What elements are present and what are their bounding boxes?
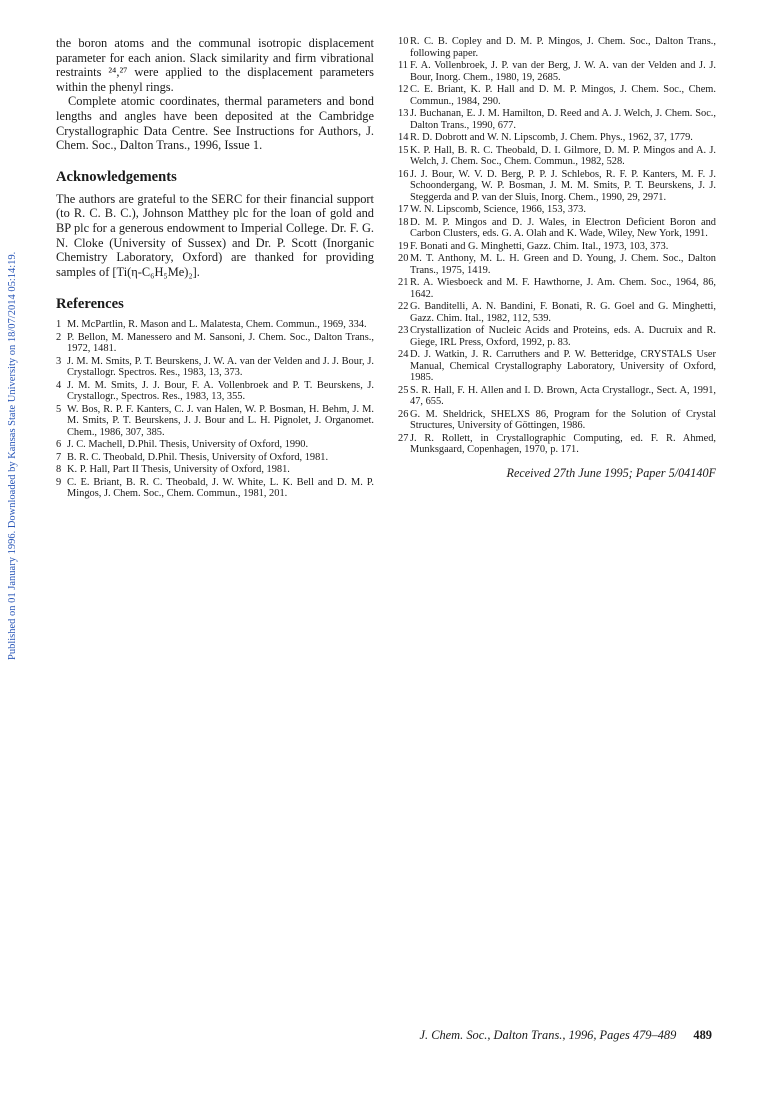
deposition-paragraph: Complete atomic coordinates, thermal parameters and bond lengths and angles have been deposited at the Cambridge Crystallographic Data Centre. See Instructions for Authors, J. Chem. Soc., Dalton Trans., 1996, Issue 1. xyxy=(56,94,374,153)
reference-number: 1 xyxy=(56,319,62,331)
reference-text: W. Bos, R. P. F. Kanters, C. J. van Halen, W. P. Bosman, H. Behm, J. M. M. Smits, P. T. Beurskens, J. J. Bour and L. H. Pignolet, J. Organomet. Chem., 1986, 307, 385. xyxy=(67,403,374,438)
reference-number: 17 xyxy=(398,204,409,215)
reference-text: J. C. Machell, D.Phil. Thesis, University of Oxford, 1990. xyxy=(67,439,309,451)
reference-item xyxy=(398,36,716,59)
left-column xyxy=(56,36,374,501)
reference-item xyxy=(398,301,716,324)
reference-number: 3 xyxy=(56,355,62,367)
reference-item xyxy=(398,217,716,240)
acknowledgements-text: The authors are grateful to the SERC for their financial support (to R. C. B. C.), Johnson Matthey plc for the loan of gold and BP plc for a generous endowment to Imperial College. Dr. F. G. N. Cloke (University of Sussex) and Dr. P. Scott (Inorganic Chemistry Laboratory, Oxford) are thanked for providing samples of [Ti(η-C₆H₅Me)₂]. xyxy=(56,191,374,279)
download-watermark-text: Published on 01 January 1996. Downloaded by Kansas State University on 18/07/2014 05:14:19. xyxy=(7,251,18,660)
reference-text: J. Buchanan, E. J. M. Hamilton, D. Reed and A. J. Welch, J. Chem. Soc., Dalton Trans., 1990, 677. xyxy=(410,108,716,131)
reference-item xyxy=(398,253,716,276)
reference-number: 20 xyxy=(398,253,409,264)
reference-text: F. Bonati and G. Minghetti, Gazz. Chim. Ital., 1973, 103, 373. xyxy=(410,240,669,252)
reference-text: W. N. Lipscomb, Science, 1966, 153, 373. xyxy=(410,204,586,215)
references-list-left xyxy=(56,319,374,500)
reference-text: D. J. Watkin, J. R. Carruthers and P. W. Betteridge, CRYSTALS User Manual, Chemical Crystallography Laboratory, University of Oxford, 1985. xyxy=(410,349,716,383)
reference-number: 8 xyxy=(56,464,62,476)
reference-item xyxy=(398,349,716,384)
reference-number: 4 xyxy=(56,379,62,391)
reference-number: 21 xyxy=(398,277,409,288)
reference-number: 14 xyxy=(398,132,409,143)
reference-number: 19 xyxy=(398,240,409,252)
reference-item xyxy=(56,439,374,451)
reference-item xyxy=(56,380,374,403)
right-column xyxy=(398,36,716,481)
reference-item xyxy=(56,356,374,379)
reference-text: M. T. Anthony, M. L. H. Green and D. Young, J. Chem. Soc., Dalton Trans., 1975, 1419. xyxy=(410,253,716,276)
page-number: 489 xyxy=(693,1028,712,1042)
page-footer xyxy=(420,1028,712,1043)
reference-number: 6 xyxy=(56,439,62,451)
reference-text: K. P. Hall, B. R. C. Theobald, D. I. Gilmore, D. M. P. Mingos and A. J. Welch, J. Chem. Soc., Chem. Commun., 1982, 528. xyxy=(410,144,716,167)
acknowledgements-heading: Acknowledgements xyxy=(56,168,177,185)
reference-number: 12 xyxy=(398,84,409,95)
reference-item xyxy=(398,385,716,408)
reference-item xyxy=(56,477,374,500)
reference-text: D. M. P. Mingos and D. J. Wales, in Electron Deficient Boron and Carbon Clusters, eds. G. A. Olah and K. Wade, Wiley, New York, 1991. xyxy=(410,216,716,239)
footer-journal: J. Chem. Soc., Dalton Trans., 1996, Pages 479–489 xyxy=(419,1028,677,1042)
reference-number: 25 xyxy=(398,384,409,396)
reference-item xyxy=(398,145,716,168)
reference-item xyxy=(398,241,716,253)
reference-item xyxy=(398,132,716,144)
reference-item xyxy=(56,404,374,439)
reference-text: R. C. B. Copley and D. M. P. Mingos, J. Chem. Soc., Dalton Trans., following paper. xyxy=(410,36,716,59)
reference-item xyxy=(398,108,716,131)
reference-text: R. A. Wiesboeck and M. F. Hawthorne, J. Am. Chem. Soc., 1964, 86, 1642. xyxy=(410,277,716,300)
reference-text: J. R. Rollett, in Crystallographic Computing, ed. F. R. Ahmed, Munksgaard, Copenhagen, 1970, p. 171. xyxy=(410,432,716,455)
reference-item xyxy=(398,277,716,300)
references-list-right xyxy=(398,36,716,456)
reference-number: 5 xyxy=(56,403,62,415)
reference-item xyxy=(56,452,374,464)
reference-text: J. M. M. Smits, P. T. Beurskens, J. W. A. van der Velden and J. J. Bour, J. Crystallogr. Spectros. Res., 1983, 13, 373. xyxy=(67,355,374,379)
reference-text: R. D. Dobrott and W. N. Lipscomb, J. Chem. Phys., 1962, 37, 1779. xyxy=(410,132,693,143)
reference-text: F. A. Vollenbroek, J. P. van der Berg, J. W. A. van der Velden and J. J. Bour, Inorg. Chem., 1980, 19, 2685. xyxy=(410,60,716,83)
reference-item xyxy=(398,60,716,83)
download-watermark xyxy=(4,180,22,660)
received-note: Received 27th June 1995; Paper 5/04140F xyxy=(506,465,716,480)
reference-text: S. R. Hall, F. H. Allen and I. D. Brown, Acta Crystallogr., Sect. A, 1991, 47, 655. xyxy=(410,384,716,407)
reference-text: J. J. Bour, W. V. D. Berg, P. P. J. Schlebos, R. F. P. Kanters, M. F. J. Schoondergang, W. P. Bosman, J. M. M. Smits, P. T. Beurskens, J. J. Steggerda and P. van der Sluis, Inorg. Chem., 1990, 29, 2971. xyxy=(410,168,716,203)
reference-text: P. Bellon, M. Manessero and M. Sansoni, J. Chem. Soc., Dalton Trans., 1972, 1481. xyxy=(67,331,374,355)
reference-item xyxy=(398,325,716,348)
references-heading: References xyxy=(56,296,124,313)
reference-text: G. M. Sheldrick, SHELXS 86, Program for the Solution of Crystal Structures, University of Göttingen, 1986. xyxy=(410,408,716,431)
intro-paragraph: the boron atoms and the communal isotropic displacement parameter for each anion. Slack similarity and firm vibrational restraints ²⁴,²⁷ were applied to the displacement parameters within the phenyl rings. xyxy=(56,36,374,94)
reference-number: 2 xyxy=(56,331,62,343)
reference-number: 7 xyxy=(56,451,62,463)
reference-number: 9 xyxy=(56,476,62,488)
reference-item xyxy=(56,332,374,355)
reference-number: 13 xyxy=(398,108,409,119)
reference-number: 10 xyxy=(398,36,409,47)
reference-item xyxy=(398,204,716,216)
reference-number: 23 xyxy=(398,325,409,336)
reference-number: 15 xyxy=(398,144,409,156)
reference-number: 11 xyxy=(398,60,409,71)
reference-number: 22 xyxy=(398,301,409,312)
reference-item xyxy=(398,409,716,432)
reference-item xyxy=(56,464,374,476)
reference-text: M. McPartlin, R. Mason and L. Malatesta, Chem. Commun., 1969, 334. xyxy=(67,319,367,331)
reference-number: 27 xyxy=(398,432,409,444)
reference-text: K. P. Hall, Part II Thesis, University of Oxford, 1981. xyxy=(67,464,290,476)
reference-text: B. R. C. Theobald, D.Phil. Thesis, University of Oxford, 1981. xyxy=(67,451,329,463)
reference-text: C. E. Briant, B. R. C. Theobald, J. W. White, L. K. Bell and D. M. P. Mingos, J. Chem. Soc., Chem. Commun., 1981, 201. xyxy=(67,476,374,500)
reference-number: 26 xyxy=(398,408,409,420)
reference-item xyxy=(398,84,716,107)
reference-text: G. Banditelli, A. N. Bandini, F. Bonati, R. G. Goel and G. Minghetti, Gazz. Chim. Ital., 1982, 112, 539. xyxy=(410,301,716,324)
reference-number: 16 xyxy=(398,168,409,180)
reference-number: 24 xyxy=(398,349,409,360)
reference-item xyxy=(398,169,716,204)
reference-item xyxy=(398,433,716,456)
reference-text: C. E. Briant, K. P. Hall and D. M. P. Mingos, J. Chem. Soc., Chem. Commun., 1984, 290. xyxy=(410,84,716,107)
reference-item xyxy=(56,319,374,331)
reference-text: J. M. M. Smits, J. J. Bour, F. A. Vollenbroek and P. T. Beurskens, J. Crystallogr., Spectros. Res., 1983, 13, 355. xyxy=(67,379,374,403)
reference-number: 18 xyxy=(398,216,409,228)
reference-text: Crystallization of Nucleic Acids and Proteins, eds. A. Ducruix and R. Giege, IRL Press, Oxford, 1992, p. 83. xyxy=(410,325,716,348)
